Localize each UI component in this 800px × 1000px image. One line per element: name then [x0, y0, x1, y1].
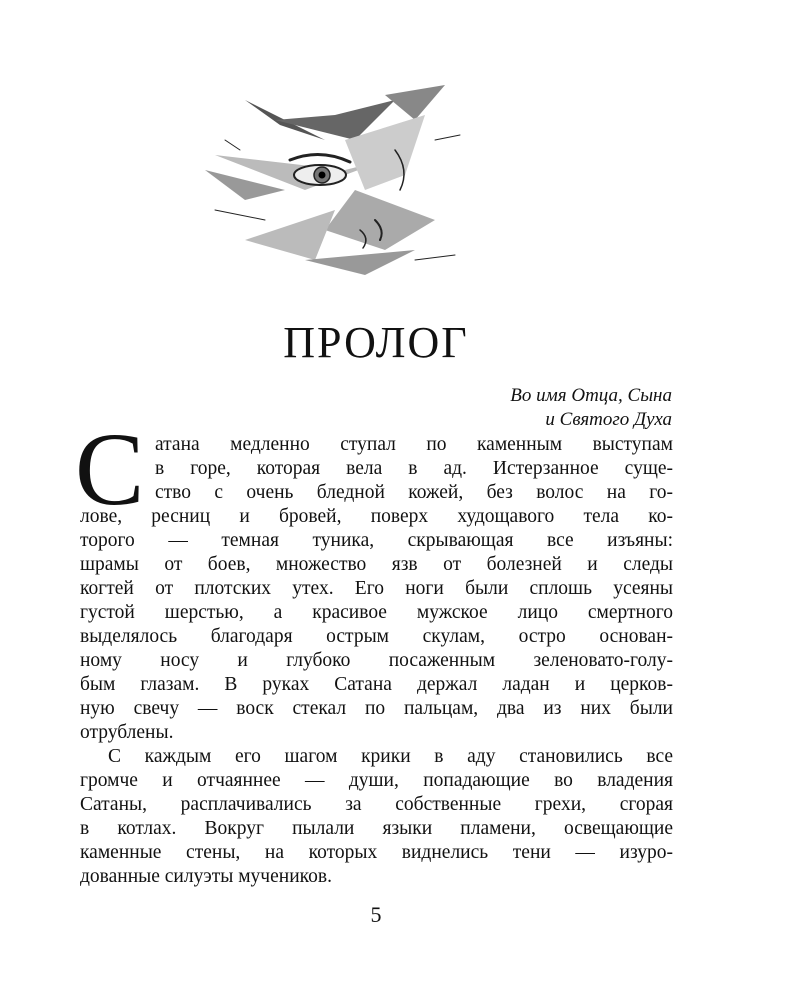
- epigraph: [510, 384, 672, 432]
- text-line: шрамы от боев, множество язв от болезней и следы: [80, 554, 673, 575]
- text-line: каменные стены, на которых виднелись тени — изуро-: [80, 842, 673, 863]
- text-line: отрублены.: [80, 722, 174, 743]
- text-line: лове, ресниц и бровей, поверх худощавого тела ко-: [80, 506, 673, 527]
- text-line: выделялось благодаря острым скулам, остро основан-: [80, 626, 673, 647]
- text-line: в горе, которая вела в ад. Истерзанное суще-: [155, 458, 673, 479]
- text-line: дованные силуэты мучеников.: [80, 866, 332, 887]
- text-line: когтей от плотских утех. Его ноги были сплошь усеяны: [80, 578, 673, 599]
- text-line: С каждым его шагом крики в аду становились все: [108, 746, 673, 767]
- page-number: 5: [370, 902, 382, 927]
- epigraph-line: и Святого Духа: [545, 409, 672, 430]
- text-line: Сатаны, расплачивались за собственные грехи, сгорая: [80, 794, 673, 815]
- text-line: ную свечу — воск стекал по пальцам, два из них были: [80, 698, 673, 719]
- text-line: ному носу и глубоко посаженным зеленовато-голу-: [80, 650, 673, 671]
- text-line: торого — темная туника, скрывающая все изъяны:: [80, 530, 673, 551]
- chapter-title: ПРОЛОГ: [283, 318, 469, 368]
- epigraph-line: Во имя Отца, Сына: [510, 385, 672, 406]
- text-line: атана медленно ступал по каменным выступам: [155, 434, 673, 455]
- drop-cap: С: [75, 412, 145, 527]
- text-line: в котлах. Вокруг пылали языки пламени, освещающие: [80, 818, 673, 839]
- text-line: громче и отчаяннее — души, попадающие во владения: [80, 770, 673, 791]
- torn-face-illustration: [185, 80, 485, 280]
- text-line: бым глазам. В руках Сатана держал ладан и церков-: [80, 674, 673, 695]
- text-line: ство с очень бледной кожей, без волос на го-: [155, 482, 673, 503]
- text-line: густой шерстью, а красивое мужское лицо смертного: [80, 602, 673, 623]
